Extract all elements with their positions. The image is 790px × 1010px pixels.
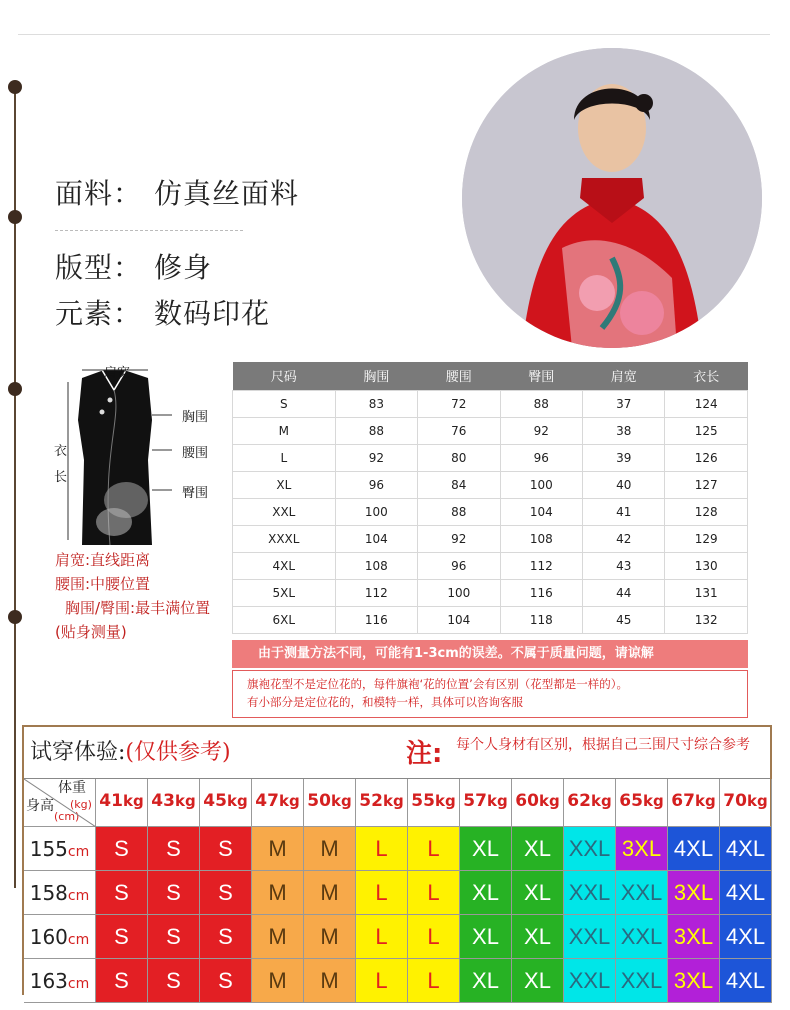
table-cell: L	[233, 444, 336, 471]
weight-unit: kg	[382, 792, 404, 810]
table-cell: 43	[583, 552, 665, 579]
size-cell: 4XL	[720, 915, 772, 959]
weight-value: 50	[307, 791, 331, 811]
size-table	[232, 362, 748, 634]
weight-value: 52	[359, 791, 383, 811]
timeline-line	[14, 88, 16, 888]
weight-unit: kg	[746, 792, 768, 810]
weight-header	[356, 779, 408, 827]
table-cell: 92	[418, 525, 500, 552]
weight-header	[668, 779, 720, 827]
weight-unit: kg	[538, 792, 560, 810]
size-cell: L	[356, 959, 408, 1003]
top-divider	[18, 34, 770, 35]
size-cell: M	[252, 915, 304, 959]
table-cell: 108	[500, 525, 582, 552]
height-header	[24, 871, 96, 915]
table-cell: 124	[665, 390, 748, 417]
table-cell: 92	[335, 444, 417, 471]
size-cell: XL	[460, 871, 512, 915]
table-cell: 44	[583, 579, 665, 606]
attr-fit	[55, 246, 212, 286]
weight-value: 57	[463, 791, 487, 811]
size-cell: S	[96, 871, 148, 915]
legend-line: 胸围/臀围:最丰满位置	[65, 599, 211, 617]
size-cell: 3XL	[668, 959, 720, 1003]
table-cell: 92	[500, 417, 582, 444]
size-cell: 4XL	[720, 959, 772, 1003]
table-cell: 84	[418, 471, 500, 498]
table-cell: 108	[335, 552, 417, 579]
table-row	[233, 444, 748, 471]
weight-unit: kg	[642, 792, 664, 810]
size-cell: M	[304, 959, 356, 1003]
table-cell: 125	[665, 417, 748, 444]
attr-value: 修身	[154, 251, 213, 284]
size-cell: L	[408, 871, 460, 915]
size-table-header: 衣长	[665, 362, 748, 390]
label-waist: 腰围	[182, 446, 209, 461]
table-cell: 104	[418, 606, 500, 633]
weight-unit: kg	[122, 792, 144, 810]
table-row	[233, 606, 748, 633]
table-cell: 116	[335, 606, 417, 633]
table-cell: 100	[335, 498, 417, 525]
table-cell: 112	[500, 552, 582, 579]
size-cell: M	[304, 915, 356, 959]
height-axis-unit: (cm)	[54, 810, 80, 823]
weight-unit: kg	[174, 792, 196, 810]
label-chest: 胸围	[182, 410, 209, 425]
fitting-corner	[24, 779, 96, 827]
height-value: 160	[29, 925, 68, 949]
table-cell: 88	[418, 498, 500, 525]
size-cell: 3XL	[616, 827, 668, 871]
print-note-line: 有小部分是定位花的，和模特一样，具体可以咨询客服	[247, 695, 523, 709]
weight-unit: kg	[590, 792, 612, 810]
table-cell: 131	[665, 579, 748, 606]
height-value: 163	[29, 969, 68, 993]
table-cell: 128	[665, 498, 748, 525]
dashed-divider	[55, 230, 243, 231]
size-cell: XXL	[616, 915, 668, 959]
size-cell: XL	[460, 915, 512, 959]
table-cell: 104	[500, 498, 582, 525]
table-cell: 72	[418, 390, 500, 417]
fitting-note: 每个人身材有区别，根据自己三围尺寸综合参考	[456, 737, 750, 753]
fitting-note-mark: 注:	[406, 739, 443, 769]
size-cell: 3XL	[668, 871, 720, 915]
table-cell: 112	[335, 579, 417, 606]
table-cell: 129	[665, 525, 748, 552]
table-cell: 37	[583, 390, 665, 417]
size-cell: M	[304, 827, 356, 871]
size-cell: 4XL	[668, 827, 720, 871]
table-cell: 40	[583, 471, 665, 498]
table-cell: 41	[583, 498, 665, 525]
height-header	[24, 959, 96, 1003]
table-cell: 38	[583, 417, 665, 444]
weight-header	[512, 779, 564, 827]
size-cell: S	[200, 871, 252, 915]
weight-axis-label: 体重	[58, 780, 86, 796]
size-cell: 4XL	[720, 871, 772, 915]
table-cell: 83	[335, 390, 417, 417]
size-cell: L	[356, 915, 408, 959]
table-cell: 80	[418, 444, 500, 471]
label-length: 长	[54, 470, 68, 485]
label-hip: 臀围	[182, 486, 209, 501]
size-table-header: 臀围	[500, 362, 582, 390]
size-cell: XXL	[616, 959, 668, 1003]
label-length: 衣	[54, 444, 68, 459]
fitting-table	[22, 725, 772, 995]
size-cell: XL	[512, 871, 564, 915]
weight-header	[252, 779, 304, 827]
table-cell: S	[233, 390, 336, 417]
height-unit: cm	[67, 976, 90, 992]
weight-value: 62	[567, 791, 591, 811]
weight-unit: kg	[486, 792, 508, 810]
weight-value: 45	[203, 791, 227, 811]
table-row	[233, 579, 748, 606]
height-value: 155	[29, 837, 68, 861]
table-cell: 104	[335, 525, 417, 552]
table-cell: 88	[335, 417, 417, 444]
timeline-dot	[8, 210, 22, 224]
size-cell: S	[148, 827, 200, 871]
height-value: 158	[29, 881, 68, 905]
weight-value: 60	[515, 791, 539, 811]
size-cell: S	[148, 915, 200, 959]
table-row	[233, 390, 748, 417]
table-cell: 96	[418, 552, 500, 579]
size-cell: S	[96, 915, 148, 959]
timeline-dot	[8, 610, 22, 624]
table-row	[233, 552, 748, 579]
weight-value: 47	[255, 791, 279, 811]
timeline-dot	[8, 382, 22, 396]
size-cell: M	[252, 871, 304, 915]
label-shoulder: 肩宽	[104, 366, 131, 381]
size-cell: M	[304, 871, 356, 915]
size-cell: 4XL	[720, 827, 772, 871]
table-cell: 5XL	[233, 579, 336, 606]
size-cell: L	[408, 959, 460, 1003]
size-table-header: 尺码	[233, 362, 336, 390]
size-cell: M	[252, 959, 304, 1003]
table-cell: 88	[500, 390, 582, 417]
weight-unit: kg	[330, 792, 352, 810]
table-cell: 116	[500, 579, 582, 606]
fitting-title-red: (仅供参考)	[125, 740, 231, 765]
weight-unit: kg	[278, 792, 300, 810]
fitting-title-text: 试穿体验:	[30, 740, 126, 765]
size-cell: XXL	[564, 827, 616, 871]
size-cell: S	[200, 827, 252, 871]
weight-value: 67	[671, 791, 695, 811]
size-cell: S	[148, 959, 200, 1003]
size-table-header: 胸围	[335, 362, 417, 390]
size-cell: XL	[512, 915, 564, 959]
attr-value: 数码印花	[154, 297, 271, 330]
table-row	[233, 471, 748, 498]
size-cell: S	[200, 915, 252, 959]
table-row	[233, 498, 748, 525]
table-cell: 96	[500, 444, 582, 471]
size-cell: L	[408, 915, 460, 959]
height-axis-label: 身高	[26, 798, 54, 814]
height-unit: cm	[67, 932, 90, 948]
height-unit: cm	[67, 888, 90, 904]
height-unit: cm	[67, 844, 90, 860]
size-cell: XL	[460, 827, 512, 871]
weight-unit: kg	[226, 792, 248, 810]
weight-header	[304, 779, 356, 827]
size-cell: 3XL	[668, 915, 720, 959]
height-header	[24, 827, 96, 871]
table-cell: XL	[233, 471, 336, 498]
size-cell: L	[356, 827, 408, 871]
model-photo	[462, 48, 762, 348]
size-cell: XL	[512, 959, 564, 1003]
dress-diagram	[52, 360, 232, 550]
attr-element	[55, 292, 270, 332]
weight-header	[460, 779, 512, 827]
table-row	[233, 417, 748, 444]
weight-axis-unit: (kg)	[70, 798, 92, 811]
table-cell: 132	[665, 606, 748, 633]
size-cell: L	[408, 827, 460, 871]
measure-notice: 由于测量方法不同，可能有1-3cm的误差。不属于质量问题，请谅解	[232, 640, 748, 668]
size-cell: XXL	[616, 871, 668, 915]
weight-unit: kg	[434, 792, 456, 810]
weight-value: 65	[619, 791, 643, 811]
table-cell: 126	[665, 444, 748, 471]
size-cell: XL	[512, 827, 564, 871]
weight-value: 55	[411, 791, 435, 811]
weight-header	[408, 779, 460, 827]
table-cell: 96	[335, 471, 417, 498]
attr-value: 仿真丝面料	[154, 177, 300, 210]
weight-header	[564, 779, 616, 827]
table-cell: 118	[500, 606, 582, 633]
weight-header	[96, 779, 148, 827]
attr-key: 元素：	[55, 297, 143, 330]
table-cell: 130	[665, 552, 748, 579]
size-cell: L	[356, 871, 408, 915]
size-cell: M	[252, 827, 304, 871]
size-cell: XXL	[564, 959, 616, 1003]
measure-legend	[55, 548, 210, 644]
size-cell: S	[96, 959, 148, 1003]
height-header	[24, 915, 96, 959]
legend-line: (贴身测量)	[55, 623, 127, 641]
table-cell: 127	[665, 471, 748, 498]
table-row	[233, 525, 748, 552]
table-cell: 6XL	[233, 606, 336, 633]
weight-header	[148, 779, 200, 827]
print-note-line: 旗袍花型不是定位花的，每件旗袍‘花的位置’会有区别（花型都是一样的）。	[247, 677, 629, 691]
table-cell: 100	[500, 471, 582, 498]
size-cell: XXL	[564, 915, 616, 959]
table-cell: 45	[583, 606, 665, 633]
weight-header	[200, 779, 252, 827]
size-cell: XXL	[564, 871, 616, 915]
table-cell: 76	[418, 417, 500, 444]
size-table-header: 腰围	[418, 362, 500, 390]
timeline-dot	[8, 80, 22, 94]
corner-diagonal	[24, 779, 96, 827]
table-cell: M	[233, 417, 336, 444]
print-note	[232, 670, 748, 718]
weight-value: 41	[99, 791, 123, 811]
attr-key: 面料：	[55, 177, 143, 210]
legend-line: 肩宽:直线距离	[55, 551, 151, 569]
size-cell: S	[148, 871, 200, 915]
table-cell: 4XL	[233, 552, 336, 579]
size-cell: S	[96, 827, 148, 871]
weight-value: 70	[723, 791, 747, 811]
weight-unit: kg	[694, 792, 716, 810]
weight-header	[720, 779, 772, 827]
attr-key: 版型：	[55, 251, 143, 284]
table-cell: 100	[418, 579, 500, 606]
attr-fabric	[55, 172, 299, 212]
size-cell: XL	[460, 959, 512, 1003]
fitting-header	[24, 727, 770, 779]
fitting-title	[30, 735, 231, 766]
table-cell: 42	[583, 525, 665, 552]
size-cell: S	[200, 959, 252, 1003]
table-cell: XXXL	[233, 525, 336, 552]
weight-header	[616, 779, 668, 827]
table-cell: XXL	[233, 498, 336, 525]
weight-value: 43	[151, 791, 175, 811]
table-cell: 39	[583, 444, 665, 471]
legend-line: 腰围:中腰位置	[55, 575, 151, 593]
size-table-header: 肩宽	[583, 362, 665, 390]
